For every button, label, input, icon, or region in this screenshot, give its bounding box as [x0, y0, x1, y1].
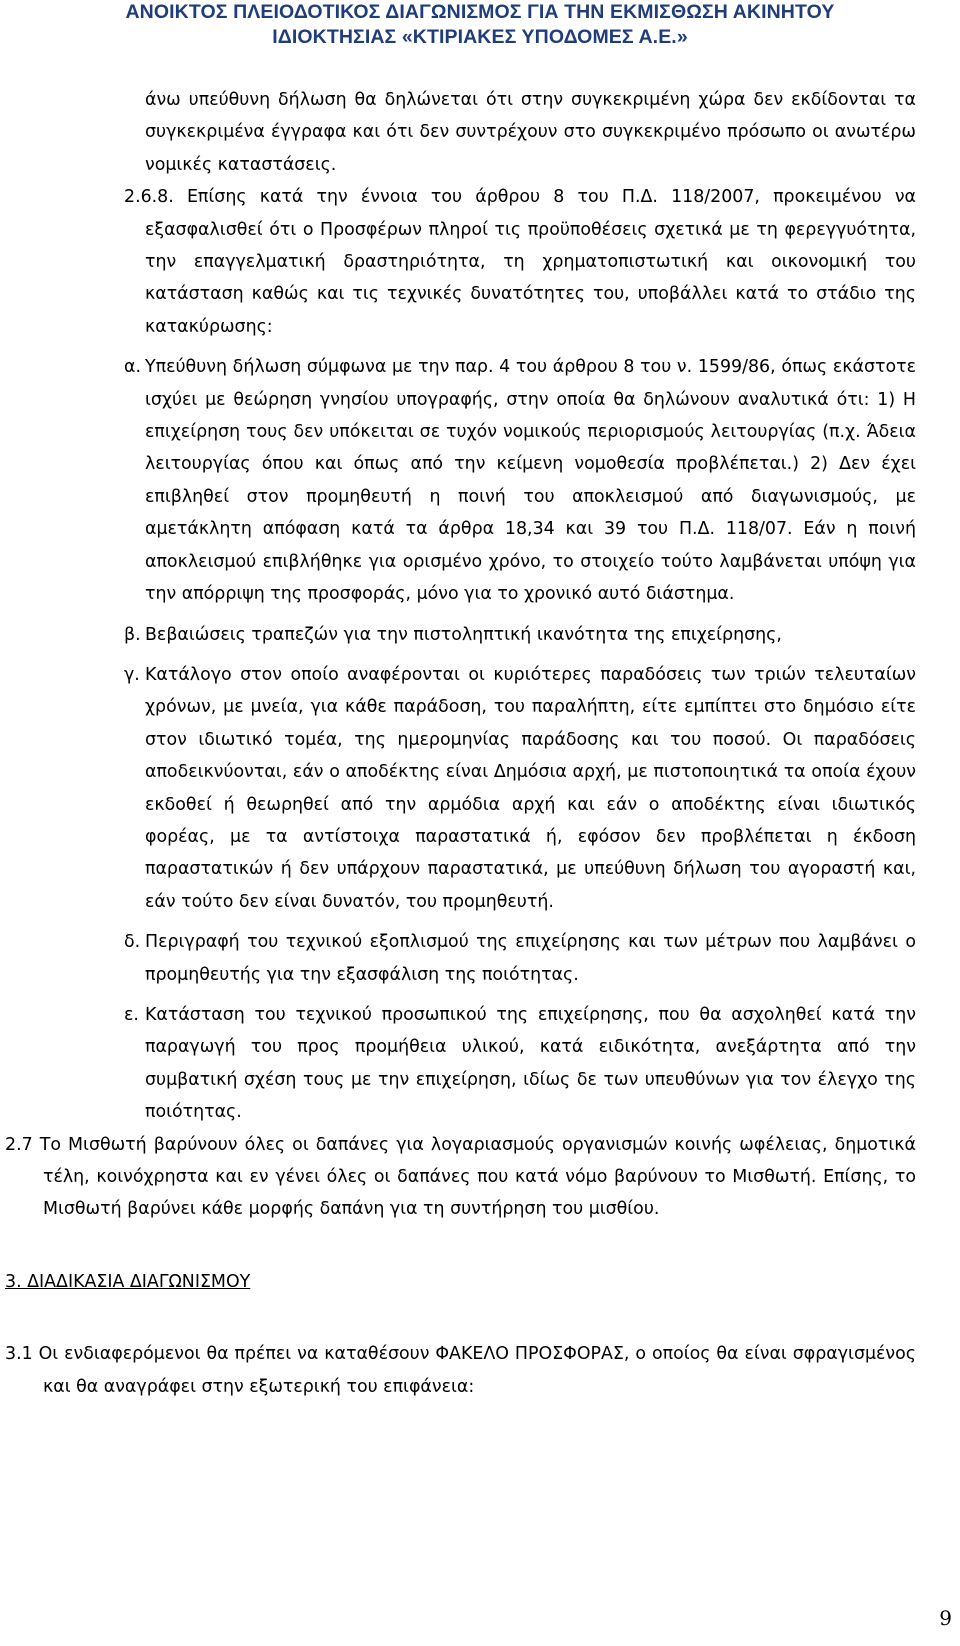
list-marker: γ. [124, 664, 140, 685]
list-item-b [43, 619, 916, 651]
paragraph-2-7: 2.7 Το Μισθωτή βαρύνουν όλες οι δαπάνες για λογαριασμούς οργανισμών κοινής ωφέλειας, δημοτικά τέλη, κοινόχρηστα και εν γένει όλες οι δαπάνες που κατά νόμο βαρύνουν το Μισθωτή. Επίσης, το Μισθωτή βαρύνει κάθε μορφής δαπάνη για τη συντήρηση του μισθίου. [5, 1134, 916, 1220]
list-item-c [43, 659, 916, 918]
list-item-text: Βεβαιώσεις τραπεζών για την πιστοληπτική ικανότητα της επιχείρησης, [145, 624, 782, 645]
list-item-text: Υπεύθυνη δήλωση σύμφωνα με την παρ. 4 του άρθρου 8 του ν. 1599/86, όπως εκάστοτε ισχύει με θεώρηση γνησίου υπογραφής, στην οποία θα δηλώνουν αναλυτικά ότι: 1) Η επιχείρηση τους δεν υπόκειται σε τυχόν νομικούς περιορισμούς λειτουργίας (π.χ. Άδεια λειτουργίας όπου και όπως από την κείμενη νομοθεσία προβλέπεται.) 2) Δεν έχει επιβληθεί στον προμηθευτή η ποινή του αποκλεισμού από διαγωνισμούς, με αμετάκλητη απόφαση κατά τα άρθρα 18,34 και 39 του Π.Δ. 118/07. Εάν η ποινή αποκλεισμού επιβλήθηκε για ορισμένο χρόνο, το στοιχείο τούτο λαμβάνεται υπόψη για την απόρριψη της προσφοράς, μόνο για το χρονικό αυτό διάστημα. [145, 357, 916, 605]
section-3-title: 3. ΔΙΑΔΙΚΑΣΙΑ ΔΙΑΓΩΝΙΣΜΟΥ [5, 1271, 251, 1292]
list-item-text: Κατάσταση του τεχνικού προσωπικού της επιχείρησης, που θα ασχοληθεί κατά την παραγωγή του προς προμήθεια υλικού, κατά ειδικότητα, ανεξάρτητα από την συμβατική σχέση τους με την επιχείρηση, ιδίως δε των υπευθύνων για τον έλεγχο της ποιότητας. [145, 1004, 916, 1123]
header-line-1: ΑΝΟΙΚΤΟΣ ΠΛΕΙΟΔΟΤΙΚΟΣ ΔΙΑΓΩΝΙΣΜΟΣ ΓΙΑ ΤΗΝ ΕΚΜΙΣΘΩΣΗ ΑΚΙΝΗΤΟΥ [125, 1, 835, 23]
list-item-e [43, 999, 916, 1129]
list-marker: α. [124, 357, 141, 378]
document-header [0, 0, 960, 50]
list-item-text: Κατάλογο στον οποίο αναφέρονται οι κυριότερες παραδόσεις των τριών τελευταίων χρόνων, με μνεία, για κάθε παράδοση, του παραλήπτη, είτε εμπίπτει στο δημόσιο είτε στον ιδιωτικό τομέα, της ημερομηνίας παράδοσης και του ποσού. Οι παραδόσεις αποδεικνύονται, εάν ο αποδέκτης είναι Δημόσια αρχή, με πιστοποιητικά τα οποία έχουν εκδοθεί ή θεωρηθεί από την αρμόδια αρχή και εάν ο αποδέκτης είναι ιδιωτικός φορέας, με τα αντίστοιχα παραστατικά ή, εφόσον δεν προβλέπεται η έκδοση παραστατικών ή δεν υπάρχουν παραστατικά, με υπεύθυνη δήλωση του αγοραστή και, εάν τούτο δεν είναι δυνατόν, του προμηθευτή. [145, 664, 916, 912]
list-marker: ε. [124, 1004, 139, 1025]
list-item-a [43, 351, 916, 610]
list-marker: δ. [124, 932, 141, 953]
list-item-d [43, 926, 916, 991]
header-line-2: ΙΔΙΟΚΤΗΣΙΑΣ «ΚΤΙΡΙΑΚΕΣ ΥΠΟΔΟΜΕΣ Α.Ε.» [272, 26, 688, 48]
paragraph-2-6-8: 2.6.8. Επίσης κατά την έννοια του άρθρου 8 του Π.Δ. 118/2007, προκειμένου να εξασφαλισθεί ότι ο Προσφέρων πληροί τις προϋποθέσεις σχετικά με τη φερεγγυότητα, την επαγγελματική δραστηριότητα, τη χρηματοπιστωτική και οικονομική του κατάσταση καθώς και τις τεχνικές δυνατότητες του, υποβάλλει κατά το στάδιο της κατακύρωσης: [124, 187, 916, 337]
list-marker: β. [124, 624, 141, 645]
paragraph-3-1: 3.1 Οι ενδιαφερόμενοι θα πρέπει να καταθέσουν ΦΑΚΕΛΟ ΠΡΟΣΦΟΡΑΣ, ο οποίος θα είναι σφραγισμένος και θα αναγράφει στην εξωτερική του επιφάνεια: [5, 1344, 916, 1397]
paragraph-intro: άνω υπεύθυνη δήλωση θα δηλώνεται ότι στην συγκεκριμένη χώρα δεν εκδίδονται τα συγκεκριμένα έγγραφα και ότι δεν συντρέχουν στο συγκεκριμένο πρόσωπο οι ανωτέρω νομικές καταστάσεις. [145, 90, 916, 175]
list-item-text: Περιγραφή του τεχνικού εξοπλισμού της επιχείρησης και των μέτρων που λαμβάνει ο προμηθευτής για την εξασφάλιση της ποιότητας. [145, 932, 916, 985]
document-body [5, 84, 916, 1403]
page-number: 9 [939, 1606, 952, 1630]
